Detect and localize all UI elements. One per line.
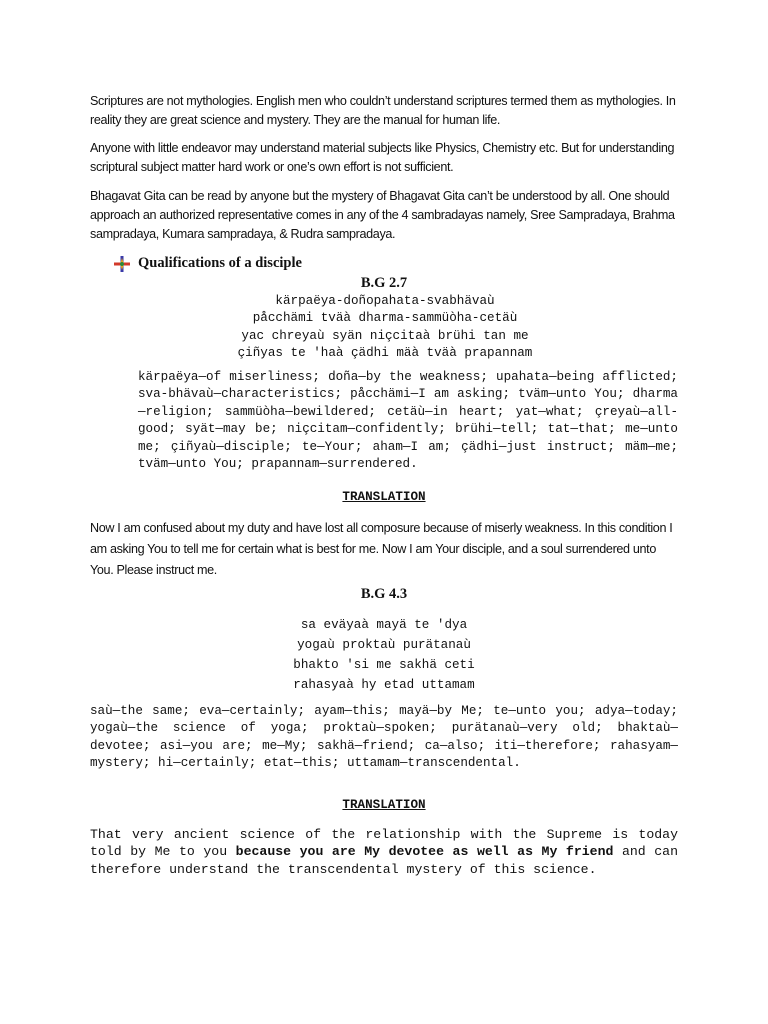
verse2-translation-start: That very ancient science of the relationship with the Supreme is today told by Me to you: [90, 827, 678, 860]
section-heading-row: [114, 255, 302, 272]
verse1-line-1: kärpaëya-doñopahata-svabhävaù: [275, 294, 495, 308]
verse1-line-4: çiñyas te 'haà çädhi mäà tväà prapannam: [237, 346, 533, 361]
verse2-line-1: sa eväyaà mayä te 'dya: [300, 618, 468, 632]
compass-bullet-icon: [114, 256, 130, 272]
verse1-line-3: yac chreyaù syän niçcitaà brühi tan me: [241, 328, 529, 343]
section-heading: Qualifications of a disciple: [138, 255, 302, 271]
intro-paragraph-2: Anyone with little endeavor may understand material subjects like Physics, Chemistry etc. But for understanding scriptural subject matter hard work or one’s own effort is not sufficient.: [90, 141, 675, 174]
verse2-synonyms: saù—the same; eva—certainly; ayam—this; mayä—by Me; te—unto you; adya—today; yogaù—the science of yoga; proktaù—spoken; purätanaù—very old; bhaktaù—devotee; asi—you are; me—My; sakhä—friend; ca—also; iti—therefore; rahasyam—mystery; hi—certainly; etat—this; uttamam—transcendental.: [90, 704, 678, 771]
intro-paragraph-3: Bhagavat Gita can be read by anyone but the mystery of Bhagavat Gita can’t be understood by all. One should approach an authorized representative comes in any of the 4 sambradayas namely, Sree Sampradaya, Brahma sampradaya, Kumara sampradaya, & Rudra sampradaya.: [90, 189, 675, 241]
verse2-text: [234, 615, 534, 695]
verse1-reference: B.G 2.7: [360, 275, 408, 291]
intro-paragraph-1: Scriptures are not mythologies. English men who couldn’t understand scriptures termed them as mythologies. In reality they are great science and mystery. They are the manual for human life.: [90, 94, 676, 127]
verse2-reference: B.G 4.3: [360, 586, 408, 602]
verse1-synonyms: kärpaëya—of miserliness; doña—by the weakness; upahata—being afflicted; sva-bhävaù—characteristics; påcchämi—I am asking; tväm—unto You; dharma—religion; sammüòha—bewildered; cetäù—in heart; yat—what; çreyaù—all-good; syät—may be; niçcitam—confidently; brühi—tell; tat—that; me—unto me; çiñyaù—disciple; te—Your; aham—I am; çädhi—just instruct; mäm—me; tväm—unto You; prapannam—surrendered.: [138, 370, 678, 472]
verse2-line-4: rahasyaà hy etad uttamam: [293, 678, 475, 692]
verse2-translation-label: TRANSLATION: [342, 798, 426, 812]
verse1-translation-label: TRANSLATION: [342, 490, 426, 504]
verse2-translation-end: and can therefore understand the transcendental mystery of this science.: [90, 844, 679, 877]
verse2-line-3: bhakto 'si me sakhä ceti: [293, 658, 475, 672]
verse2-line-2: yogaù proktaù purätanaù: [297, 638, 471, 652]
verse2-translation-emphasis: because you are My devotee as well as My friend: [235, 844, 614, 860]
verse1-translation: Now I am confused about my duty and have lost all composure because of miserly weakness. In this condition I am asking You to tell me for certain what is best for me. Now I am Your disciple, and a soul surrendered unto You. Please instruct me.: [90, 521, 673, 577]
verse1-text: [140, 293, 630, 363]
verse1-line-2: påcchämi tväà dharma-sammüòha-cetäù: [252, 311, 518, 326]
verse2-translation: [90, 826, 678, 878]
